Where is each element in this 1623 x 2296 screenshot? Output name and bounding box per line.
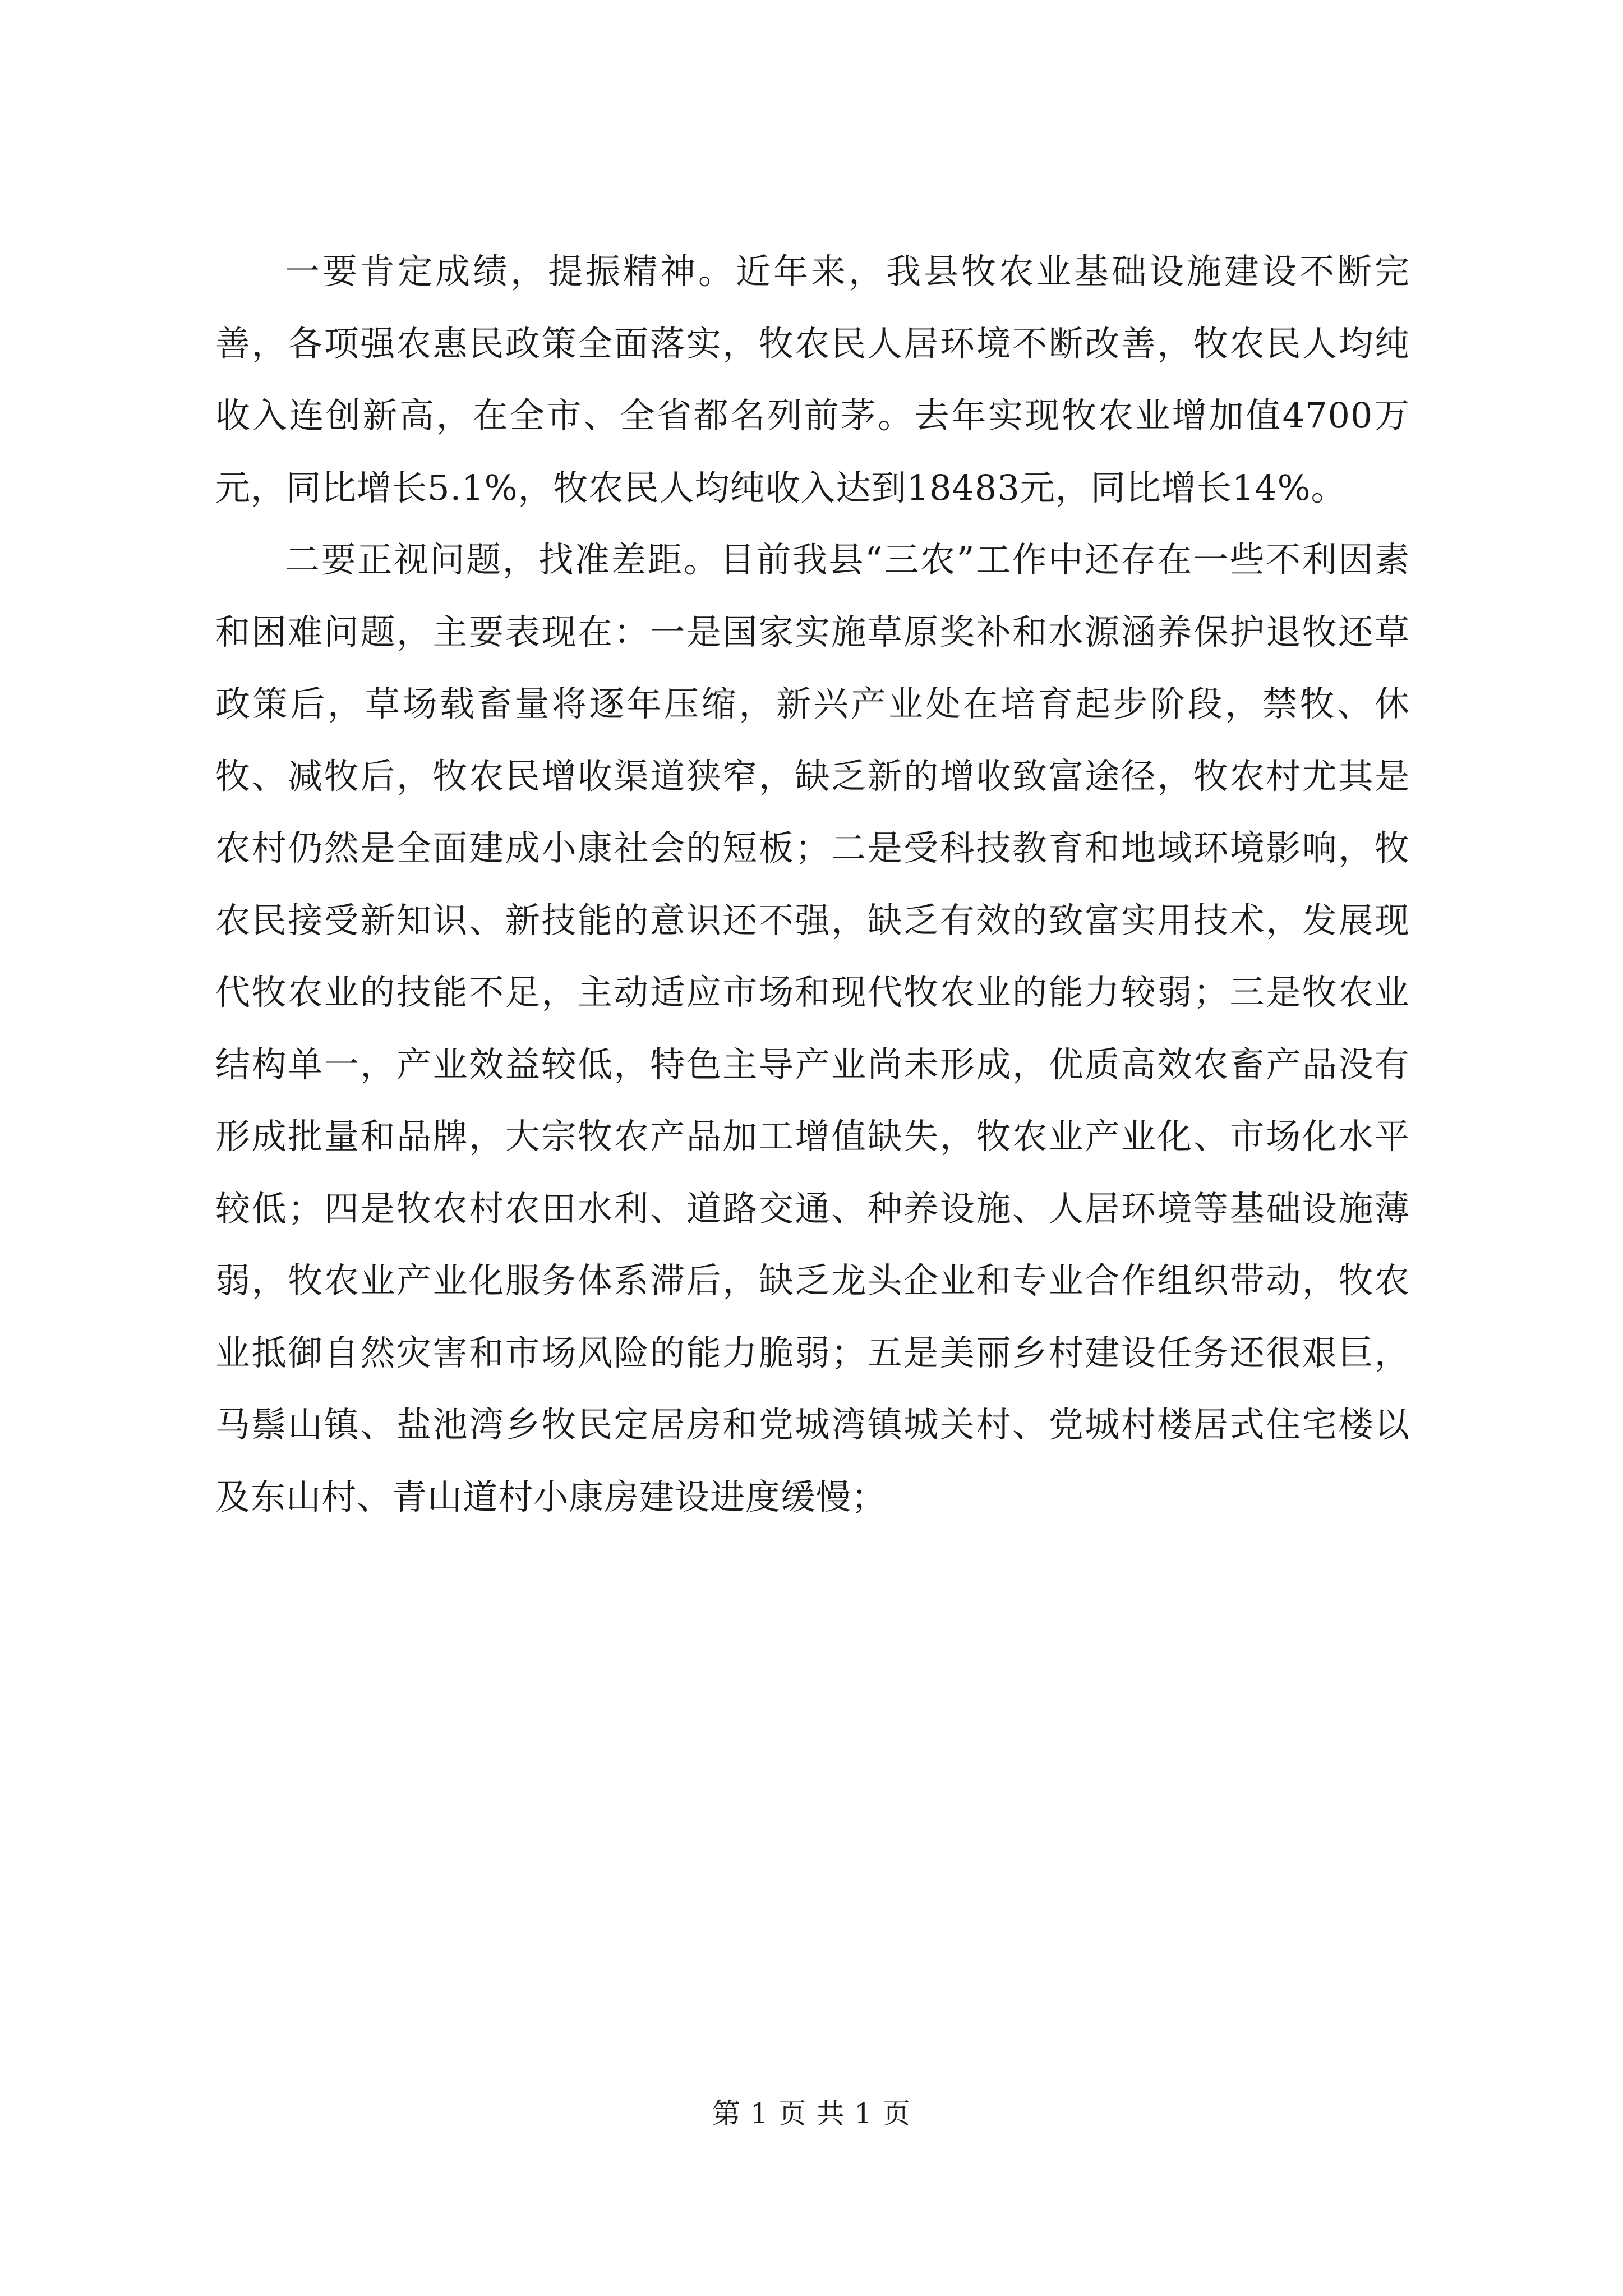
paragraph-face-problems: 二要正视问题，找准差距。目前我县“三农”工作中还存在一些不利因素和困难问题，主要表现在：一是国家实施草原奖补和水源涵养保护退牧还草政策后，草场载畜量将逐年压缩，新兴产业处在培育起步阶段，禁牧、休牧、减牧后，牧农民增收渠道狭窄，缺乏新的增收致富途径，牧农村尤其是农村仍然是全面建成小康社会的短板；二是受科技教育和地域环境影响，牧农民接受新知识、新技能的意识还不强，缺乏有效的致富实用技术，发展现代牧农业的技能不足，主动适应市场和现代牧农业的能力较弱；三是牧农业结构单一，产业效益较低，特色主导产业尚未形成，优质高效农畜产品没有形成批量和品牌，大宗牧农产品加工增值缺失，牧农业产业化、市场化水平较低；四是牧农村农田水利、道路交通、种养设施、人居环境等基础设施薄弱，牧农业产业化服务体系滞后，缺乏龙头企业和专业合作组织带动，牧农业抵御自然灾害和市场风险的能力脆弱；五是美丽乡村建设任务还很艰巨，马鬃山镇、盐池湾乡牧民定居房和党城湾镇城关村、党城村楼居式住宅楼以及东山村、青山道村小康房建设进度缓慢； bbox=[215, 539, 1410, 1517]
page-footer: 第 1 页 共 1 页 bbox=[712, 2097, 911, 2130]
paragraph-affirm-achievements: 一要肯定成绩，提振精神。近年来，我县牧农业基础设施建设不断完善，各项强农惠民政策全面落实，牧农民人居环境不断改善，牧农民人均纯收入连创新高，在全市、全省都名列前茅。去年实现牧农业增加值4700万元，同比增长5.1%，牧农民人均纯收入达到18483元，同比增长14%。 bbox=[215, 251, 1410, 508]
document-body bbox=[215, 236, 1410, 1533]
